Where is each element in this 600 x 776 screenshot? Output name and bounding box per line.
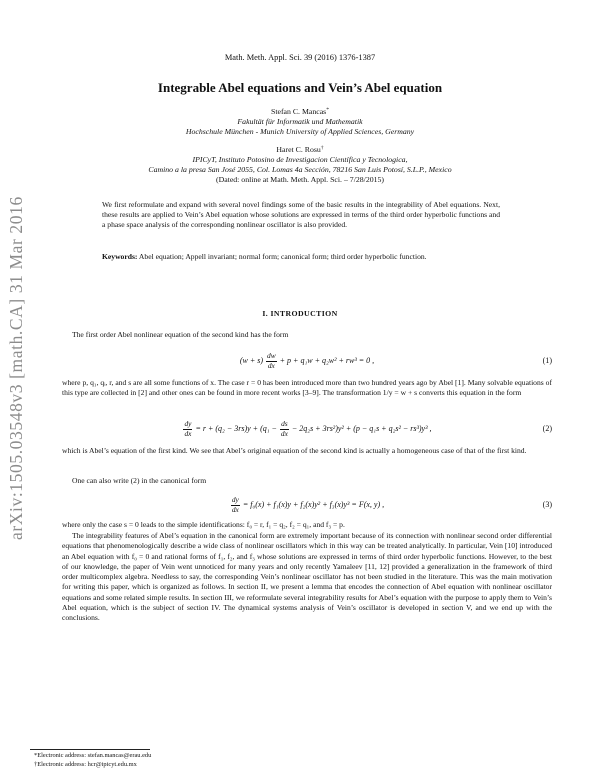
eq2-mid-top: ds (281, 419, 288, 428)
eq1-frac-bot: dx (267, 360, 275, 370)
author2-name-line (0, 145, 600, 155)
eq2-mid-bot: dx (280, 428, 288, 438)
author2-affiliation-2: Camino a la presa San José 2055, Col. Lomas 4a Sección, 78216 San Luis Potosí, S.L.P., Mexico (148, 165, 452, 174)
eq2-mid-fraction (280, 420, 289, 438)
author2-affiliation-1: IPICyT, Instituto Potosino de Investigacion Científica y Tecnologica, (192, 155, 408, 164)
equation-3 (62, 496, 552, 514)
eq3-number: (3) (542, 500, 552, 509)
paper-title: Integrable Abel equations and Vein’s Abel equation (157, 80, 443, 95)
eq1-number: (1) (542, 356, 552, 365)
author1-name: Stefan C. Mancas (270, 107, 327, 116)
eq2-lhs-fraction (183, 420, 192, 438)
eq2-number: (2) (542, 424, 552, 433)
eq3-lhs-bot: dx (231, 504, 239, 514)
paragraph-6: The integrability features of Abel’s equation in the canonical form are extremely important because of its connection with nonlinear second order differential equations that phenomenologically describe a wide class of nonlinear oscillators which in this way can be treated analytically. In particular, Vein [10] introduced an Abel equation with f₀ = 0 and rational forms of f₁, f₂, and f₃ whose solutions are expressed in terms of third order hyperbolic functions. However, to the best of our knowledge, the paper of Vein went unnoticed for many years and only recently Yamaleev [11, 12] provided a generalization in the framework of third order multicomplex algebra. Needless to say, the corresponding Vein’s nonlinear oscillator has not been studied in the literature. This was the main motivation for writing this paper, which is organized as follows. In section II, we present a lemma that encodes the connection of Abel equation with nonlinear oscillator equations and some related simple results. In section III, we reformulate several integrability results for Abel’s equation with the purpose to apply them to Vein’s Abel equation, which is the subject of section IV. The dynamical systems analysis of Vein’s oscillator is developed in section V, and we end up with the conclusions. (62, 531, 552, 623)
footnote-rule (30, 749, 150, 750)
keywords-label: Keywords: (102, 252, 138, 261)
paragraph-2: where p, q₁, qᵢ, r, and s are all some functions of x. The case r = 0 has been introduced more than two hundred years ago by Abel [1]. Many solvable equations of this type are collected in [2] and other ones can be found in more recent works [3–9]. The transformation 1/y = w + s converts this equation in the form (62, 378, 552, 398)
eq2-part2: − 2q₂s + 3rs²)y² + (p − q₁s + q₂s² − rs³)y³ , (291, 423, 432, 433)
footnote-1: *Electronic address: stefan.mancas@erau.edu (34, 752, 152, 759)
paragraph-1: The first order Abel nonlinear equation of the second kind has the form (72, 330, 289, 339)
eq3-lhs-top: dy (231, 495, 239, 504)
eq3-rhs: = f₀(x) + f₁(x)y + f₂(x)y² + f₃(x)y³ = F(x, y) , (242, 499, 385, 509)
author1-name-line (0, 107, 600, 117)
author1-affiliation-2: Hochschule München - Munich University of Applied Sciences, Germany (185, 127, 415, 136)
paragraph-3: which is Abel’s equation of the first kind. We see that Abel’s original equation of the second kind is actually a homogeneous case of that of the first kind. (62, 446, 527, 455)
equation-1 (62, 352, 552, 368)
arxiv-stamp: arXiv:1505.03548v3 [math.CA] 31 Mar 2016 (6, 196, 26, 540)
eq2-lhs-top: dy (184, 419, 192, 428)
footnote-2: †Electronic address: hcr@ipicyt.edu.mx (34, 761, 137, 768)
journal-reference: Math. Meth. Appl. Sci. 39 (2016) 1376-1387 (224, 53, 376, 62)
equation-2 (62, 420, 552, 438)
eq2-lhs-bot: dx (184, 428, 192, 438)
author2-mark: † (320, 145, 324, 151)
paragraph-5: where only the case s = 0 leads to the simple identifications: f₀ = r, f₁ = q₂, f₂ = q₁, and f₃ = p. (62, 520, 345, 529)
keywords (102, 252, 500, 262)
paragraph-4: One can also write (2) in the canonical form (72, 476, 207, 485)
eq1-lhs: (w + s) (239, 355, 264, 365)
abstract: We first reformulate and expand with several novel findings some of the basic results in the integrability of Abel equations. Next, these results are applied to Vein’s Abel equation whose solutions are expressed in terms of the third order hyperbolic functions and a phase space analysis of the corresponding nonlinear oscillator is also provided. (102, 200, 500, 230)
author2-name: Haret C. Rosu (276, 145, 321, 154)
eq1-rhs: + p + q₁w + q₂w² + rw³ = 0 , (279, 355, 375, 365)
dated-line: (Dated: online at Math. Meth. Appl. Sci. – 7/28/2015) (215, 175, 385, 184)
section-heading: I. INTRODUCTION (262, 309, 338, 318)
eq2-part1: = r + (q₂ − 3rs)y + (q₁ − (195, 423, 277, 433)
author1-mark: * (326, 107, 329, 113)
keywords-text: Abel equation; Appell invariant; normal form; canonical form; third order hyperbolic function. (138, 252, 427, 261)
eq3-lhs-fraction (231, 496, 240, 514)
author1-affiliation-1: Fakultät für Informatik und Mathematik (237, 117, 363, 126)
eq1-fraction (266, 352, 277, 370)
eq1-frac-top: dw (267, 351, 276, 360)
